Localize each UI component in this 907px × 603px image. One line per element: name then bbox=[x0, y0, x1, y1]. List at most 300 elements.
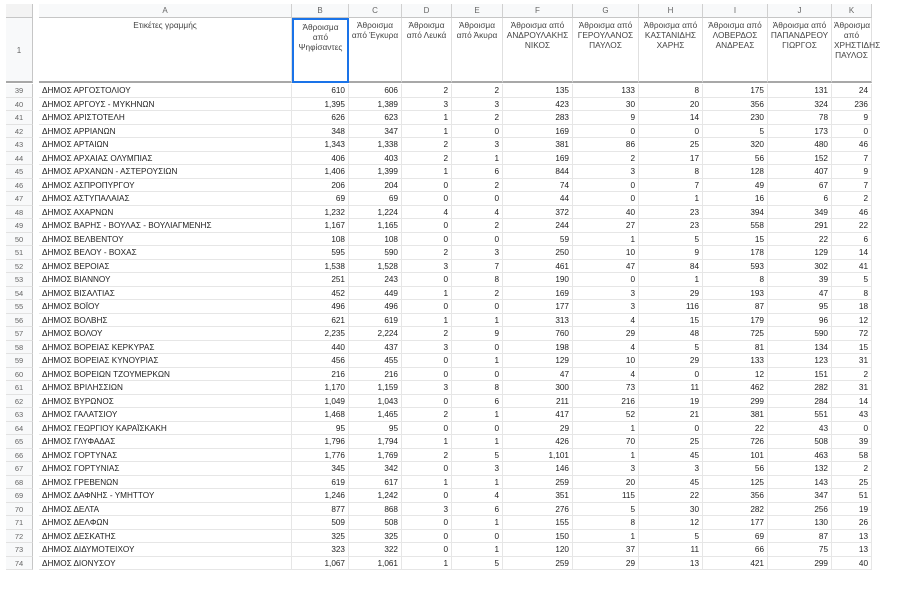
value-cell[interactable]: 46 bbox=[832, 138, 872, 152]
value-cell[interactable]: 1,159 bbox=[349, 381, 402, 395]
row-label-cell[interactable]: ΔΗΜΟΣ ΒΟΡΕΙΑΣ ΚΕΡΚΥΡΑΣ bbox=[39, 341, 292, 355]
value-cell[interactable]: 1,338 bbox=[349, 138, 402, 152]
value-cell[interactable]: 1,246 bbox=[292, 489, 349, 503]
row-label-cell[interactable]: ΔΗΜΟΣ ΒΕΛΟΥ - ΒΟΧΑΣ bbox=[39, 246, 292, 260]
value-cell[interactable]: 4 bbox=[452, 489, 503, 503]
row-number[interactable]: 57 bbox=[6, 327, 33, 341]
value-cell[interactable]: 3 bbox=[573, 165, 639, 179]
value-cell[interactable]: 1,167 bbox=[292, 219, 349, 233]
value-cell[interactable]: 0 bbox=[402, 354, 452, 368]
header-cell-i[interactable]: Άθροισμα από ΛΟΒΕΡΔΟΣ ΑΝΔΡΕΑΣ bbox=[703, 18, 768, 83]
value-cell[interactable]: 216 bbox=[349, 368, 402, 382]
row-label-cell[interactable]: ΔΗΜΟΣ ΑΡΧΑΝΩΝ - ΑΣΤΕΡΟΥΣΙΩΝ bbox=[39, 165, 292, 179]
value-cell[interactable]: 52 bbox=[573, 408, 639, 422]
value-cell[interactable]: 29 bbox=[639, 354, 703, 368]
value-cell[interactable]: 461 bbox=[503, 260, 573, 274]
row-label-cell[interactable]: ΔΗΜΟΣ ΓΑΛΑΤΣΙΟΥ bbox=[39, 408, 292, 422]
value-cell[interactable]: 4 bbox=[573, 341, 639, 355]
row-number[interactable]: 42 bbox=[6, 125, 33, 139]
value-cell[interactable]: 4 bbox=[573, 314, 639, 328]
value-cell[interactable]: 299 bbox=[703, 395, 768, 409]
value-cell[interactable]: 151 bbox=[768, 368, 832, 382]
row-label-cell[interactable]: ΔΗΜΟΣ ΒΟΪΟΥ bbox=[39, 300, 292, 314]
value-cell[interactable]: 41 bbox=[832, 260, 872, 274]
row-label-cell[interactable]: ΔΗΜΟΣ ΒΙΑΝΝΟΥ bbox=[39, 273, 292, 287]
row-label-cell[interactable]: ΔΗΜΟΣ ΓΟΡΤΥΝΑΣ bbox=[39, 449, 292, 463]
header-cell-e[interactable]: Άθροισμα από Άκυρα bbox=[452, 18, 503, 83]
value-cell[interactable]: 347 bbox=[349, 125, 402, 139]
value-cell[interactable]: 37 bbox=[573, 543, 639, 557]
value-cell[interactable]: 11 bbox=[639, 381, 703, 395]
row-label-cell[interactable]: ΔΗΜΟΣ ΔΑΦΝΗΣ - ΥΜΗΤΤΟΥ bbox=[39, 489, 292, 503]
value-cell[interactable]: 1,067 bbox=[292, 557, 349, 571]
value-cell[interactable]: 1 bbox=[402, 111, 452, 125]
header-cell-k[interactable]: Άθροισμα από ΧΡΗΣΤΙΔΗΣ ΠΑΥΛΟΣ bbox=[832, 18, 872, 83]
value-cell[interactable]: 70 bbox=[573, 435, 639, 449]
value-cell[interactable]: 5 bbox=[452, 557, 503, 571]
value-cell[interactable]: 619 bbox=[349, 314, 402, 328]
value-cell[interactable]: 6 bbox=[768, 192, 832, 206]
value-cell[interactable]: 3 bbox=[402, 98, 452, 112]
value-cell[interactable]: 1,538 bbox=[292, 260, 349, 274]
row-label-cell[interactable]: ΔΗΜΟΣ ΔΙΔΥΜΟΤΕΙΧΟΥ bbox=[39, 543, 292, 557]
value-cell[interactable]: 1 bbox=[402, 165, 452, 179]
value-cell[interactable]: 5 bbox=[452, 449, 503, 463]
value-cell[interactable]: 5 bbox=[639, 341, 703, 355]
value-cell[interactable]: 1,796 bbox=[292, 435, 349, 449]
value-cell[interactable]: 1,242 bbox=[349, 489, 402, 503]
value-cell[interactable]: 406 bbox=[292, 152, 349, 166]
value-cell[interactable]: 0 bbox=[402, 395, 452, 409]
value-cell[interactable]: 134 bbox=[768, 341, 832, 355]
header-cell-c[interactable]: Άθροισμα από Έγκυρα bbox=[349, 18, 402, 83]
value-cell[interactable]: 1 bbox=[573, 233, 639, 247]
value-cell[interactable]: 394 bbox=[703, 206, 768, 220]
value-cell[interactable]: 143 bbox=[768, 476, 832, 490]
value-cell[interactable]: 6 bbox=[452, 395, 503, 409]
value-cell[interactable]: 0 bbox=[832, 125, 872, 139]
value-cell[interactable]: 44 bbox=[503, 192, 573, 206]
value-cell[interactable]: 59 bbox=[503, 233, 573, 247]
value-cell[interactable]: 120 bbox=[503, 543, 573, 557]
value-cell[interactable]: 6 bbox=[452, 503, 503, 517]
value-cell[interactable]: 300 bbox=[503, 381, 573, 395]
value-cell[interactable]: 1 bbox=[573, 449, 639, 463]
row-number[interactable]: 53 bbox=[6, 273, 33, 287]
value-cell[interactable]: 58 bbox=[832, 449, 872, 463]
value-cell[interactable]: 2 bbox=[832, 368, 872, 382]
value-cell[interactable]: 0 bbox=[452, 300, 503, 314]
value-cell[interactable]: 356 bbox=[703, 98, 768, 112]
row-number[interactable]: 58 bbox=[6, 341, 33, 355]
value-cell[interactable]: 558 bbox=[703, 219, 768, 233]
value-cell[interactable]: 21 bbox=[639, 408, 703, 422]
value-cell[interactable]: 2 bbox=[402, 138, 452, 152]
value-cell[interactable]: 291 bbox=[768, 219, 832, 233]
value-cell[interactable]: 259 bbox=[503, 476, 573, 490]
value-cell[interactable]: 348 bbox=[292, 125, 349, 139]
value-cell[interactable]: 1,343 bbox=[292, 138, 349, 152]
value-cell[interactable]: 39 bbox=[768, 273, 832, 287]
value-cell[interactable]: 131 bbox=[768, 84, 832, 98]
value-cell[interactable]: 13 bbox=[639, 557, 703, 571]
row-number[interactable]: 72 bbox=[6, 530, 33, 544]
row-number[interactable]: 39 bbox=[6, 84, 33, 98]
value-cell[interactable]: 381 bbox=[503, 138, 573, 152]
value-cell[interactable]: 133 bbox=[703, 354, 768, 368]
value-cell[interactable]: 1,170 bbox=[292, 381, 349, 395]
value-cell[interactable]: 150 bbox=[503, 530, 573, 544]
value-cell[interactable]: 1,389 bbox=[349, 98, 402, 112]
row-label-cell[interactable]: ΔΗΜΟΣ ΒΥΡΩΝΟΣ bbox=[39, 395, 292, 409]
value-cell[interactable]: 132 bbox=[768, 462, 832, 476]
column-letter-g[interactable]: G bbox=[573, 4, 639, 18]
value-cell[interactable]: 47 bbox=[503, 368, 573, 382]
value-cell[interactable]: 302 bbox=[768, 260, 832, 274]
value-cell[interactable]: 1,794 bbox=[349, 435, 402, 449]
value-cell[interactable]: 322 bbox=[349, 543, 402, 557]
row-number[interactable]: 56 bbox=[6, 314, 33, 328]
value-cell[interactable]: 49 bbox=[703, 179, 768, 193]
value-cell[interactable]: 1,101 bbox=[503, 449, 573, 463]
value-cell[interactable]: 1,165 bbox=[349, 219, 402, 233]
value-cell[interactable]: 0 bbox=[639, 368, 703, 382]
value-cell[interactable]: 345 bbox=[292, 462, 349, 476]
value-cell[interactable]: 43 bbox=[832, 408, 872, 422]
value-cell[interactable]: 8 bbox=[573, 516, 639, 530]
value-cell[interactable]: 8 bbox=[452, 273, 503, 287]
row-number[interactable]: 67 bbox=[6, 462, 33, 476]
value-cell[interactable]: 251 bbox=[292, 273, 349, 287]
value-cell[interactable]: 69 bbox=[292, 192, 349, 206]
value-cell[interactable]: 423 bbox=[503, 98, 573, 112]
value-cell[interactable]: 356 bbox=[703, 489, 768, 503]
value-cell[interactable]: 10 bbox=[573, 246, 639, 260]
value-cell[interactable]: 66 bbox=[703, 543, 768, 557]
value-cell[interactable]: 12 bbox=[639, 516, 703, 530]
value-cell[interactable]: 3 bbox=[573, 287, 639, 301]
value-cell[interactable]: 760 bbox=[503, 327, 573, 341]
value-cell[interactable]: 868 bbox=[349, 503, 402, 517]
value-cell[interactable]: 2 bbox=[452, 179, 503, 193]
value-cell[interactable]: 29 bbox=[639, 287, 703, 301]
value-cell[interactable]: 2,224 bbox=[349, 327, 402, 341]
value-cell[interactable]: 6 bbox=[452, 165, 503, 179]
value-cell[interactable]: 108 bbox=[349, 233, 402, 247]
header-cell-b[interactable]: Άθροισμα από Ψηφίσαντες bbox=[292, 18, 349, 83]
value-cell[interactable]: 14 bbox=[832, 395, 872, 409]
row-label-cell[interactable]: ΔΗΜΟΣ ΒΟΡΕΙΩΝ ΤΖΟΥΜΕΡΚΩΝ bbox=[39, 368, 292, 382]
row-label-cell[interactable]: ΔΗΜΟΣ ΒΟΛΟΥ bbox=[39, 327, 292, 341]
value-cell[interactable]: 3 bbox=[452, 98, 503, 112]
value-cell[interactable]: 426 bbox=[503, 435, 573, 449]
value-cell[interactable]: 621 bbox=[292, 314, 349, 328]
value-cell[interactable]: 11 bbox=[639, 543, 703, 557]
value-cell[interactable]: 3 bbox=[402, 503, 452, 517]
row-number[interactable]: 71 bbox=[6, 516, 33, 530]
value-cell[interactable]: 72 bbox=[832, 327, 872, 341]
value-cell[interactable]: 4 bbox=[573, 368, 639, 382]
value-cell[interactable]: 299 bbox=[768, 557, 832, 571]
value-cell[interactable]: 2 bbox=[452, 111, 503, 125]
column-letter-e[interactable]: E bbox=[452, 4, 503, 18]
row-number[interactable]: 73 bbox=[6, 543, 33, 557]
value-cell[interactable]: 1,395 bbox=[292, 98, 349, 112]
value-cell[interactable]: 56 bbox=[703, 462, 768, 476]
value-cell[interactable]: 551 bbox=[768, 408, 832, 422]
value-cell[interactable]: 4 bbox=[402, 206, 452, 220]
value-cell[interactable]: 22 bbox=[768, 233, 832, 247]
row-number[interactable]: 68 bbox=[6, 476, 33, 490]
row-label-cell[interactable]: ΔΗΜΟΣ ΑΧΑΡΝΩΝ bbox=[39, 206, 292, 220]
value-cell[interactable]: 0 bbox=[402, 489, 452, 503]
value-cell[interactable]: 16 bbox=[703, 192, 768, 206]
value-cell[interactable]: 56 bbox=[703, 152, 768, 166]
value-cell[interactable]: 9 bbox=[832, 165, 872, 179]
value-cell[interactable]: 595 bbox=[292, 246, 349, 260]
value-cell[interactable]: 2 bbox=[402, 246, 452, 260]
row-number[interactable]: 54 bbox=[6, 287, 33, 301]
value-cell[interactable]: 243 bbox=[349, 273, 402, 287]
row-label-cell[interactable]: ΔΗΜΟΣ ΔΕΣΚΑΤΗΣ bbox=[39, 530, 292, 544]
row-number[interactable]: 55 bbox=[6, 300, 33, 314]
row-number[interactable]: 60 bbox=[6, 368, 33, 382]
value-cell[interactable]: 496 bbox=[349, 300, 402, 314]
value-cell[interactable]: 626 bbox=[292, 111, 349, 125]
value-cell[interactable]: 8 bbox=[703, 273, 768, 287]
header-cell-j[interactable]: Άθροισμα από ΠΑΠΑΝΔΡΕΟΥ ΓΙΩΡΓΟΣ bbox=[768, 18, 832, 83]
value-cell[interactable]: 155 bbox=[503, 516, 573, 530]
value-cell[interactable]: 1,465 bbox=[349, 408, 402, 422]
value-cell[interactable]: 29 bbox=[573, 327, 639, 341]
row-label-cell[interactable]: ΔΗΜΟΣ ΑΣΤΥΠΑΛΑΙΑΣ bbox=[39, 192, 292, 206]
value-cell[interactable]: 593 bbox=[703, 260, 768, 274]
row-number[interactable]: 52 bbox=[6, 260, 33, 274]
value-cell[interactable]: 325 bbox=[292, 530, 349, 544]
value-cell[interactable]: 1 bbox=[639, 273, 703, 287]
value-cell[interactable]: 0 bbox=[573, 192, 639, 206]
row-number[interactable]: 62 bbox=[6, 395, 33, 409]
value-cell[interactable]: 0 bbox=[402, 422, 452, 436]
value-cell[interactable]: 5 bbox=[639, 530, 703, 544]
value-cell[interactable]: 0 bbox=[402, 530, 452, 544]
value-cell[interactable]: 462 bbox=[703, 381, 768, 395]
value-cell[interactable]: 8 bbox=[832, 287, 872, 301]
value-cell[interactable]: 177 bbox=[503, 300, 573, 314]
row-number[interactable]: 43 bbox=[6, 138, 33, 152]
value-cell[interactable]: 116 bbox=[639, 300, 703, 314]
value-cell[interactable]: 230 bbox=[703, 111, 768, 125]
value-cell[interactable]: 40 bbox=[832, 557, 872, 571]
value-cell[interactable]: 39 bbox=[832, 435, 872, 449]
value-cell[interactable]: 3 bbox=[452, 138, 503, 152]
value-cell[interactable]: 3 bbox=[639, 462, 703, 476]
value-cell[interactable]: 5 bbox=[573, 503, 639, 517]
row-number[interactable]: 47 bbox=[6, 192, 33, 206]
value-cell[interactable]: 2 bbox=[452, 84, 503, 98]
value-cell[interactable]: 1,043 bbox=[349, 395, 402, 409]
row-label-cell[interactable]: ΔΗΜΟΣ ΑΡΡΙΑΝΩΝ bbox=[39, 125, 292, 139]
value-cell[interactable]: 43 bbox=[768, 422, 832, 436]
value-cell[interactable]: 3 bbox=[402, 260, 452, 274]
value-cell[interactable]: 1,406 bbox=[292, 165, 349, 179]
row-number[interactable]: 44 bbox=[6, 152, 33, 166]
value-cell[interactable]: 1,049 bbox=[292, 395, 349, 409]
value-cell[interactable]: 452 bbox=[292, 287, 349, 301]
value-cell[interactable]: 129 bbox=[503, 354, 573, 368]
value-cell[interactable]: 175 bbox=[703, 84, 768, 98]
value-cell[interactable]: 95 bbox=[292, 422, 349, 436]
value-cell[interactable]: 75 bbox=[768, 543, 832, 557]
value-cell[interactable]: 1 bbox=[452, 543, 503, 557]
value-cell[interactable]: 25 bbox=[639, 435, 703, 449]
value-cell[interactable]: 0 bbox=[402, 233, 452, 247]
value-cell[interactable]: 282 bbox=[703, 503, 768, 517]
value-cell[interactable]: 0 bbox=[402, 273, 452, 287]
value-cell[interactable]: 2 bbox=[402, 327, 452, 341]
row-number[interactable]: 70 bbox=[6, 503, 33, 517]
value-cell[interactable]: 0 bbox=[452, 341, 503, 355]
value-cell[interactable]: 26 bbox=[832, 516, 872, 530]
value-cell[interactable]: 19 bbox=[639, 395, 703, 409]
row-label-cell[interactable]: ΔΗΜΟΣ ΓΕΩΡΓΙΟΥ ΚΑΡΑΪΣΚΑΚΗ bbox=[39, 422, 292, 436]
value-cell[interactable]: 29 bbox=[503, 422, 573, 436]
value-cell[interactable]: 2 bbox=[832, 192, 872, 206]
value-cell[interactable]: 10 bbox=[573, 354, 639, 368]
row-number[interactable]: 74 bbox=[6, 557, 33, 571]
column-letter-j[interactable]: J bbox=[768, 4, 832, 18]
row-label-cell[interactable]: ΔΗΜΟΣ ΑΡΤΑΙΩΝ bbox=[39, 138, 292, 152]
value-cell[interactable]: 0 bbox=[639, 422, 703, 436]
value-cell[interactable]: 45 bbox=[639, 476, 703, 490]
value-cell[interactable]: 135 bbox=[503, 84, 573, 98]
value-cell[interactable]: 508 bbox=[768, 435, 832, 449]
value-cell[interactable]: 193 bbox=[703, 287, 768, 301]
value-cell[interactable]: 244 bbox=[503, 219, 573, 233]
value-cell[interactable]: 3 bbox=[402, 341, 452, 355]
row-label-cell[interactable]: ΔΗΜΟΣ ΑΡΧΑΙΑΣ ΟΛΥΜΠΙΑΣ bbox=[39, 152, 292, 166]
header-cell-f[interactable]: Άθροισμα από ΑΝΔΡΟΥΛΑΚΗΣ ΝΙΚΟΣ bbox=[503, 18, 573, 83]
value-cell[interactable]: 22 bbox=[832, 219, 872, 233]
value-cell[interactable]: 95 bbox=[349, 422, 402, 436]
header-cell-h[interactable]: Άθροισμα από ΚΑΣΤΑΝΙΔΗΣ ΧΑΡΗΣ bbox=[639, 18, 703, 83]
value-cell[interactable]: 0 bbox=[452, 368, 503, 382]
value-cell[interactable]: 146 bbox=[503, 462, 573, 476]
value-cell[interactable]: 8 bbox=[639, 84, 703, 98]
value-cell[interactable]: 47 bbox=[573, 260, 639, 274]
value-cell[interactable]: 1,776 bbox=[292, 449, 349, 463]
row-label-cell[interactable]: ΔΗΜΟΣ ΔΕΛΦΩΝ bbox=[39, 516, 292, 530]
value-cell[interactable]: 0 bbox=[639, 125, 703, 139]
value-cell[interactable]: 844 bbox=[503, 165, 573, 179]
value-cell[interactable]: 440 bbox=[292, 341, 349, 355]
value-cell[interactable]: 590 bbox=[768, 327, 832, 341]
value-cell[interactable]: 23 bbox=[639, 219, 703, 233]
value-cell[interactable]: 1,468 bbox=[292, 408, 349, 422]
value-cell[interactable]: 5 bbox=[639, 233, 703, 247]
value-cell[interactable]: 1,528 bbox=[349, 260, 402, 274]
value-cell[interactable]: 256 bbox=[768, 503, 832, 517]
value-cell[interactable]: 276 bbox=[503, 503, 573, 517]
value-cell[interactable]: 20 bbox=[639, 98, 703, 112]
value-cell[interactable]: 48 bbox=[639, 327, 703, 341]
column-letter-h[interactable]: H bbox=[639, 4, 703, 18]
value-cell[interactable]: 18 bbox=[832, 300, 872, 314]
value-cell[interactable]: 342 bbox=[349, 462, 402, 476]
value-cell[interactable]: 725 bbox=[703, 327, 768, 341]
value-cell[interactable]: 87 bbox=[768, 530, 832, 544]
value-cell[interactable]: 81 bbox=[703, 341, 768, 355]
value-cell[interactable]: 0 bbox=[573, 125, 639, 139]
value-cell[interactable]: 31 bbox=[832, 381, 872, 395]
value-cell[interactable]: 9 bbox=[639, 246, 703, 260]
value-cell[interactable]: 496 bbox=[292, 300, 349, 314]
value-cell[interactable]: 3 bbox=[402, 381, 452, 395]
value-cell[interactable]: 47 bbox=[768, 287, 832, 301]
value-cell[interactable]: 0 bbox=[402, 179, 452, 193]
value-cell[interactable]: 259 bbox=[503, 557, 573, 571]
value-cell[interactable]: 14 bbox=[639, 111, 703, 125]
value-cell[interactable]: 51 bbox=[832, 489, 872, 503]
value-cell[interactable]: 27 bbox=[573, 219, 639, 233]
value-cell[interactable]: 0 bbox=[402, 516, 452, 530]
value-cell[interactable]: 372 bbox=[503, 206, 573, 220]
row-label-cell[interactable]: ΔΗΜΟΣ ΒΕΡΟΙΑΣ bbox=[39, 260, 292, 274]
row-number[interactable]: 69 bbox=[6, 489, 33, 503]
row-number[interactable]: 46 bbox=[6, 179, 33, 193]
value-cell[interactable]: 206 bbox=[292, 179, 349, 193]
value-cell[interactable]: 86 bbox=[573, 138, 639, 152]
row-number[interactable]: 65 bbox=[6, 435, 33, 449]
value-cell[interactable]: 115 bbox=[573, 489, 639, 503]
value-cell[interactable]: 324 bbox=[768, 98, 832, 112]
row-number[interactable]: 61 bbox=[6, 381, 33, 395]
value-cell[interactable]: 2 bbox=[402, 84, 452, 98]
row-label-cell[interactable]: ΔΗΜΟΣ ΓΡΕΒΕΝΩΝ bbox=[39, 476, 292, 490]
value-cell[interactable]: 455 bbox=[349, 354, 402, 368]
value-cell[interactable]: 1 bbox=[573, 530, 639, 544]
value-cell[interactable]: 421 bbox=[703, 557, 768, 571]
value-cell[interactable]: 1,232 bbox=[292, 206, 349, 220]
value-cell[interactable]: 173 bbox=[768, 125, 832, 139]
header-cell-d[interactable]: Άθροισμα από Λευκά bbox=[402, 18, 452, 83]
value-cell[interactable]: 9 bbox=[452, 327, 503, 341]
value-cell[interactable]: 69 bbox=[703, 530, 768, 544]
value-cell[interactable]: 1 bbox=[402, 125, 452, 139]
value-cell[interactable]: 726 bbox=[703, 435, 768, 449]
value-cell[interactable]: 617 bbox=[349, 476, 402, 490]
value-cell[interactable]: 1 bbox=[639, 192, 703, 206]
value-cell[interactable]: 407 bbox=[768, 165, 832, 179]
value-cell[interactable]: 1 bbox=[573, 422, 639, 436]
value-cell[interactable]: 1 bbox=[452, 516, 503, 530]
value-cell[interactable]: 1 bbox=[402, 314, 452, 328]
row-number[interactable]: 48 bbox=[6, 206, 33, 220]
value-cell[interactable]: 101 bbox=[703, 449, 768, 463]
value-cell[interactable]: 2 bbox=[573, 152, 639, 166]
value-cell[interactable]: 22 bbox=[639, 489, 703, 503]
value-cell[interactable]: 40 bbox=[573, 206, 639, 220]
value-cell[interactable]: 590 bbox=[349, 246, 402, 260]
value-cell[interactable]: 610 bbox=[292, 84, 349, 98]
value-cell[interactable]: 1 bbox=[452, 152, 503, 166]
value-cell[interactable]: 0 bbox=[402, 368, 452, 382]
value-cell[interactable]: 15 bbox=[703, 233, 768, 247]
value-cell[interactable]: 381 bbox=[703, 408, 768, 422]
value-cell[interactable]: 347 bbox=[768, 489, 832, 503]
value-cell[interactable]: 169 bbox=[503, 152, 573, 166]
row-number[interactable]: 40 bbox=[6, 98, 33, 112]
